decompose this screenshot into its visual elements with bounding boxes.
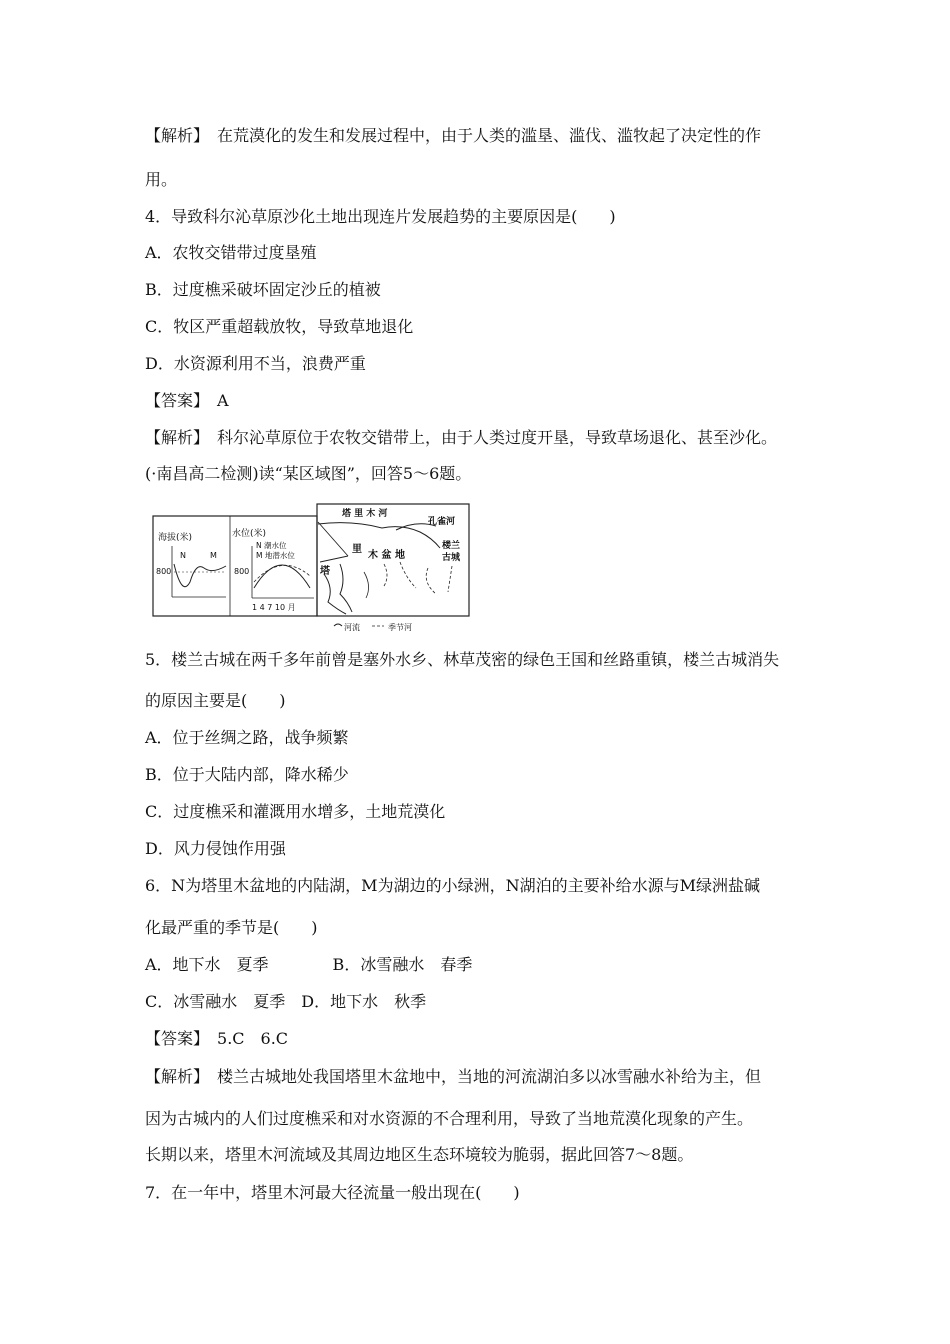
intro-7-8: 长期以来，塔里木河流域及其周边地区生态环境较为脆弱，据此回答7～8题。 (145, 1145, 694, 1164)
tarim-river-label: 塔 里 木 河 (342, 509, 388, 519)
river-legend-symbol (334, 624, 342, 626)
legend-m-groundwater: M 地潜水位 (256, 551, 295, 560)
analysis-5-6: 【解析】 楼兰古城地处我国塔里木盆地中，当地的河流湖泊多以冰雪融水补给为主，但 (145, 1067, 762, 1086)
basin-label-1: 里 (352, 544, 362, 555)
ta-label: 塔 (320, 566, 330, 577)
direction-line-2 (320, 556, 348, 562)
month-ticks: 1 4 7 10 月 (252, 603, 296, 612)
question-5-cont: 的原因主要是( ) (145, 691, 286, 710)
seasonal-river-1 (384, 564, 387, 586)
options-6ab: A．地下水 夏季 B．冰雪融水 春季 (145, 955, 473, 974)
question-6: 6．N为塔里木盆地的内陆湖，M为湖边的小绿洲，N湖泊的主要补给水源与M绿洲盐碱 (145, 876, 760, 895)
seasonal-river-4 (448, 566, 452, 592)
region-figure (152, 502, 472, 642)
water-value: 800 (234, 567, 250, 576)
basin-label-2: 木 盆 地 (368, 550, 405, 561)
direction-line (318, 522, 348, 556)
answer-label: 【答案】 (145, 1029, 202, 1048)
lake-n-label: N (180, 551, 186, 560)
seasonal-river-3 (426, 568, 436, 594)
loulan-label-1: 楼兰 (442, 541, 461, 551)
m-groundwater-curve (254, 565, 310, 582)
answer-4: 【答案】 A (145, 391, 229, 410)
seasonal-river-2 (400, 562, 416, 588)
legend-river: 河流 (344, 623, 360, 632)
option-5d: D．风力侵蚀作用强 (145, 839, 286, 858)
option-5b: B．位于大陆内部，降水稀少 (145, 765, 349, 784)
legend-seasonal-river: 季节河 (388, 623, 412, 632)
river-s2 (364, 572, 369, 598)
kongque-river-label: 孔雀河 (428, 517, 456, 527)
options-6cd: C．冰雪融水 夏季 D．地下水 秋季 (145, 992, 427, 1011)
option-4d: D．水资源利用不当，浪费严重 (145, 354, 366, 373)
option-4a: A．农牧交错带过度垦殖 (145, 243, 317, 262)
analysis-label: 【解析】 (145, 1067, 202, 1086)
altitude-value: 800 (156, 567, 172, 576)
intro-5-6: (·南昌高二检测)读“某区域图”，回答5～6题。 (145, 464, 472, 483)
analysis-line-1: 【解析】 在荒漠化的发生和发展过程中，由于人类的滥垦、滥伐、滥牧起了决定性的作 (145, 126, 762, 145)
oasis-m-label: M (210, 551, 217, 560)
option-5c: C．过度樵采和灌溉用水增多，土地荒漠化 (145, 802, 446, 821)
loulan-label-2: 古城 (442, 553, 461, 563)
legend-n-tide: N 潮水位 (256, 541, 287, 550)
water-level-label: 水位(米) (232, 529, 267, 539)
text-line: 用。 (145, 170, 178, 189)
question-6-cont: 化最严重的季节是( ) (145, 918, 318, 937)
region-map-svg (152, 502, 472, 642)
terrain-profile (174, 564, 226, 587)
analysis-label: 【解析】 (145, 428, 202, 447)
option-5a: A．位于丝绸之路，战争频繁 (145, 728, 349, 747)
tarim-river (318, 523, 440, 548)
analysis-4: 【解析】 科尔沁草原位于农牧交错带上，由于人类过度开垦，导致草场退化、甚至沙化。 (145, 428, 778, 447)
question-4: 4．导致科尔沁草原沙化土地出现连片发展趋势的主要原因是( ) (145, 207, 616, 226)
answer-label: 【答案】 (145, 391, 202, 410)
question-7: 7．在一年中，塔里木河最大径流量一般出现在( ) (145, 1183, 520, 1202)
n-tide-curve (254, 565, 310, 588)
option-4b: B．过度樵采破坏固定沙丘的植被 (145, 280, 381, 299)
option-4c: C．牧区严重超载放牧，导致草地退化 (145, 317, 414, 336)
question-5: 5．楼兰古城在两千多年前曾是塞外水乡、林草茂密的绿色王国和丝路重镇，楼兰古城消失 (145, 650, 780, 669)
analysis-label: 【解析】 (145, 126, 202, 145)
altitude-label: 海拔(米) (158, 533, 193, 543)
river-s1 (340, 564, 352, 612)
answer-5-6: 【答案】 5.C 6.C (145, 1029, 289, 1048)
analysis-5-6-cont: 因为古城内的人们过度樵采和对水资源的不合理利用，导致了当地荒漠化现象的产生。 (145, 1109, 754, 1128)
